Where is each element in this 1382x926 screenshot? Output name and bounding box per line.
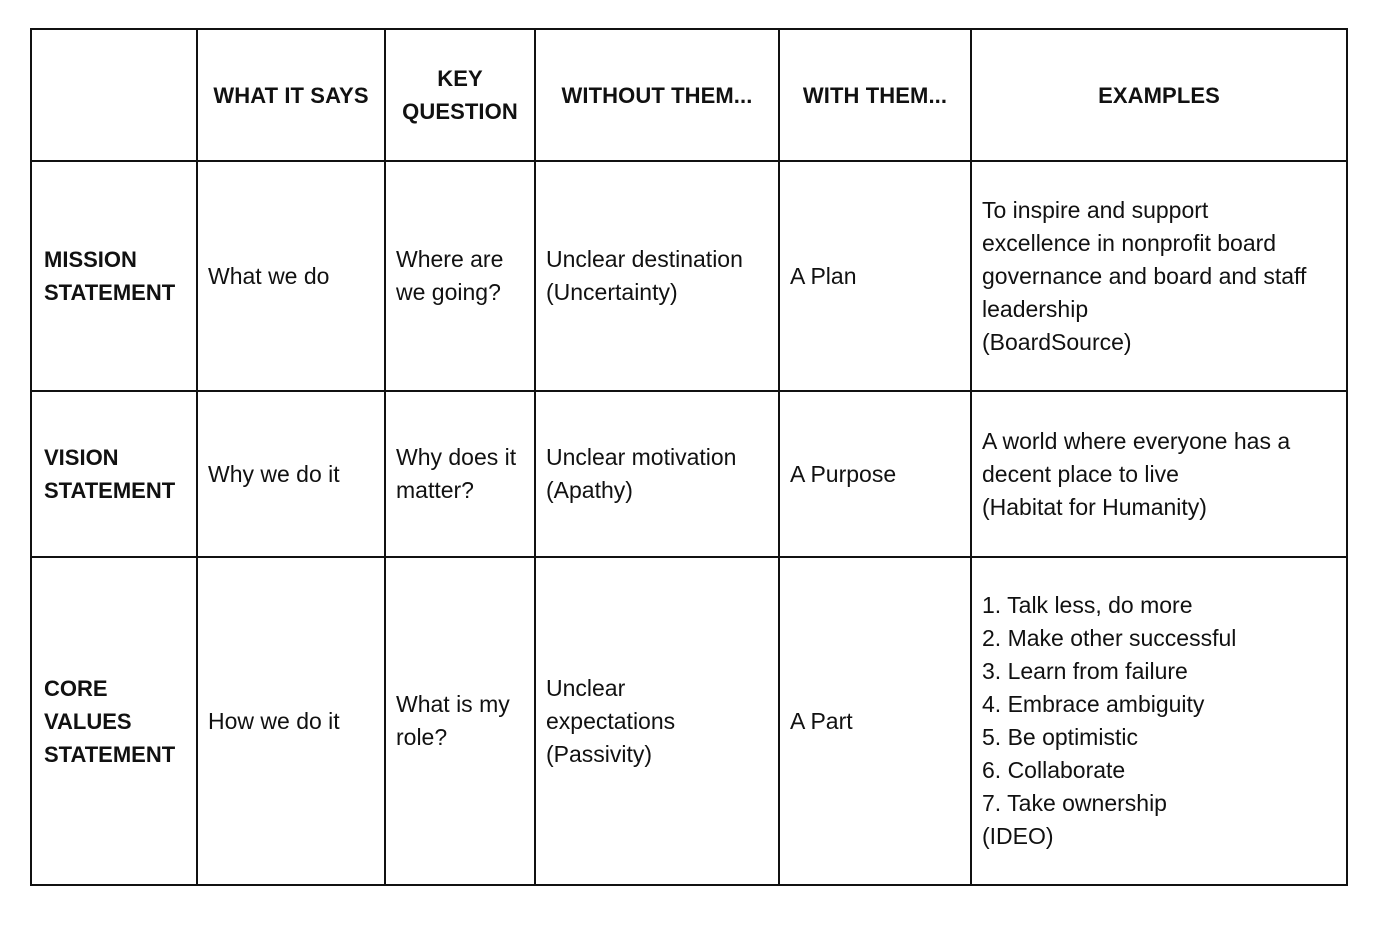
cell-examples (971, 557, 1347, 885)
example-line: decent place to live (982, 460, 1179, 487)
example-line: excellence in nonprofit board (982, 229, 1277, 256)
example-line: To inspire and support (982, 196, 1209, 223)
cell-what-it-says: How we do it (197, 557, 385, 885)
cell-examples (971, 391, 1347, 557)
cell-line: (Uncertainty) (546, 279, 678, 305)
header-with-them: WITH THEM... (779, 29, 971, 161)
header-row (31, 29, 1347, 161)
example-line: 1. Talk less, do more (982, 592, 1193, 618)
cell-without-them (535, 391, 779, 557)
cell-line: Unclear (546, 674, 626, 701)
example-line: governance and board and staff (982, 262, 1307, 289)
statements-table (30, 28, 1348, 886)
cell-without-them (535, 557, 779, 885)
example-line: (BoardSource) (982, 328, 1132, 355)
table-row (31, 391, 1347, 557)
cell-what-it-says: Why we do it (197, 391, 385, 557)
example-line: 2. Make other successful (982, 625, 1237, 651)
header-key-question: KEY QUESTION (385, 29, 535, 161)
row-label-mission: MISSION STATEMENT (31, 161, 197, 391)
example-line: A world where everyone has a (982, 427, 1291, 454)
cell-examples (971, 161, 1347, 391)
header-examples: EXAMPLES (971, 29, 1347, 161)
cell-with-them: A Purpose (779, 391, 971, 557)
cell-line: (Apathy) (546, 477, 633, 503)
table-row (31, 557, 1347, 885)
cell-without-them (535, 161, 779, 391)
example-line: (IDEO) (982, 823, 1054, 849)
cell-line: Unclear motivation (546, 444, 737, 470)
header-without-them: WITHOUT THEM... (535, 29, 779, 161)
example-line: (Habitat for Humanity) (982, 493, 1207, 520)
example-line: 6. Collaborate (982, 757, 1126, 783)
cell-key-question: Where are we going? (385, 161, 535, 391)
header-empty (31, 29, 197, 161)
cell-key-question: Why does it matter? (385, 391, 535, 557)
cell-with-them: A Plan (779, 161, 971, 391)
cell-line: expectations (546, 707, 676, 734)
cell-with-them: A Part (779, 557, 971, 885)
cell-key-question: What is my role? (385, 557, 535, 885)
cell-line: (Passivity) (546, 740, 653, 767)
example-line: leadership (982, 295, 1089, 322)
example-line: 7. Take ownership (982, 790, 1167, 816)
cell-line: Unclear destination (546, 246, 743, 272)
row-label-vision: VISION STATEMENT (31, 391, 197, 557)
table-row (31, 161, 1347, 391)
example-line: 3. Learn from failure (982, 658, 1188, 684)
cell-what-it-says: What we do (197, 161, 385, 391)
example-line: 5. Be optimistic (982, 724, 1138, 750)
header-what-it-says: WHAT IT SAYS (197, 29, 385, 161)
example-line: 4. Embrace ambiguity (982, 691, 1205, 717)
row-label-core-values: CORE VALUES STATEMENT (31, 557, 197, 885)
